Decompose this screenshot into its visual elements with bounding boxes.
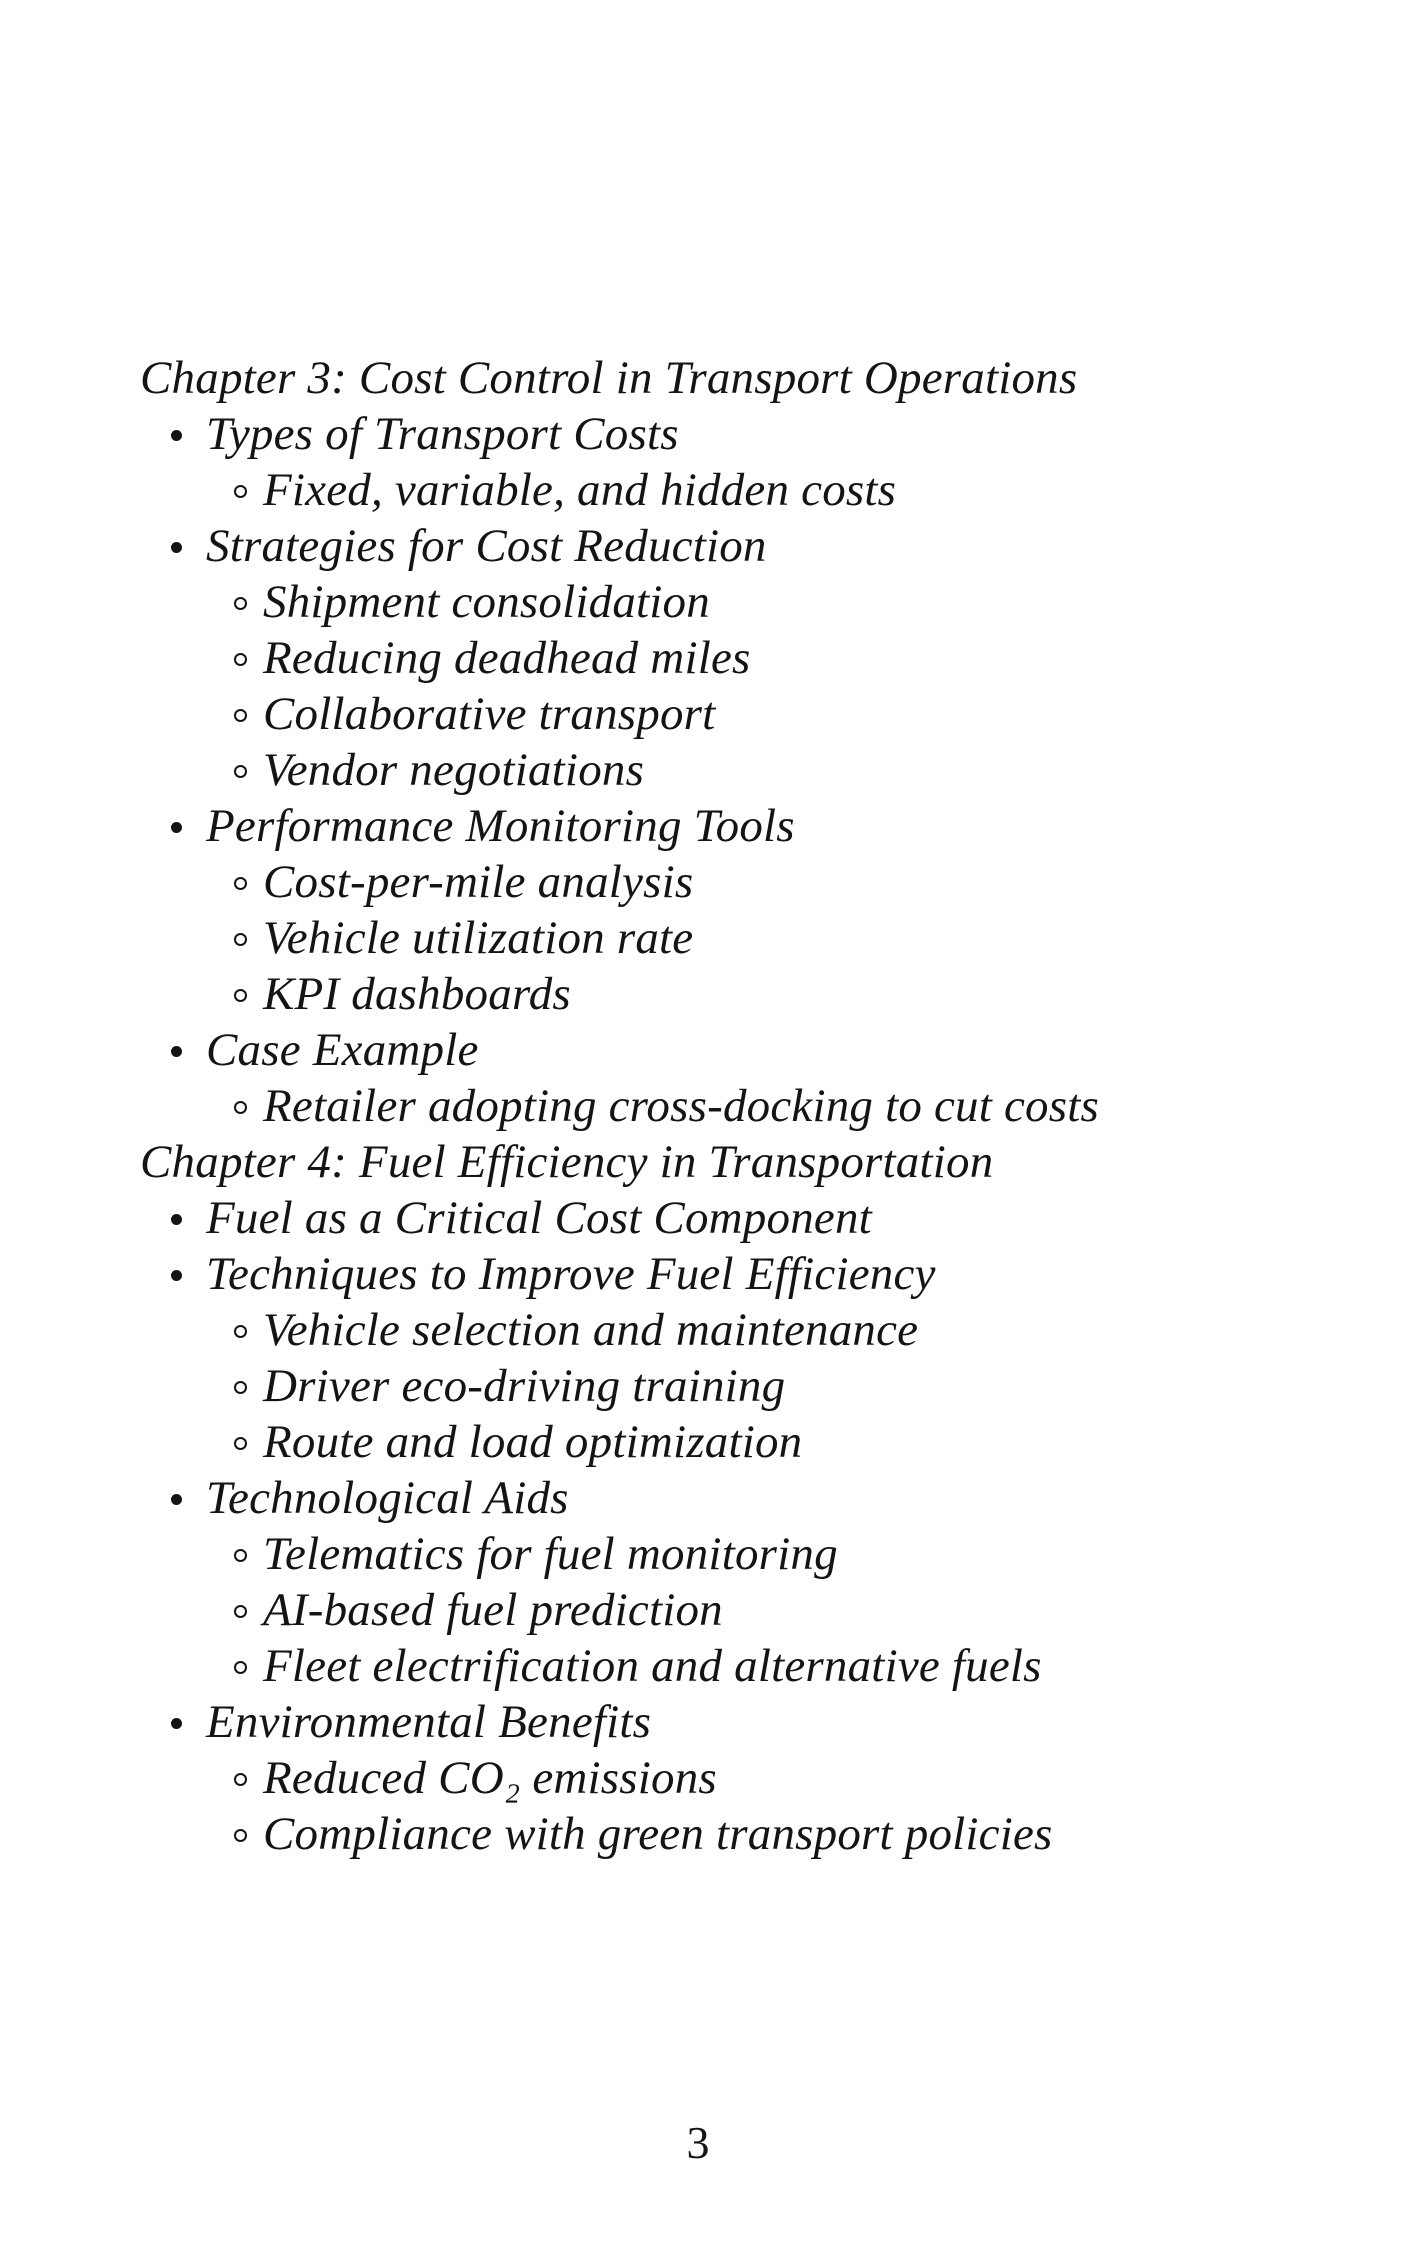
outline-item-label: Technological Aids	[206, 1472, 569, 1524]
chapter-heading	[0, 350, 1410, 406]
outline-item-label: Reduced CO₂ emissions	[263, 1752, 717, 1804]
outline-item-label: Strategies for Cost Reduction	[206, 520, 767, 572]
outline-item-label: Fleet electrification and alternative fuels	[263, 1640, 1042, 1692]
outline-subitem	[0, 1302, 1410, 1358]
outline-item-label: Vehicle selection and maintenance	[263, 1304, 919, 1356]
outline-item-label: Telematics for fuel monitoring	[263, 1528, 838, 1580]
circle-bullet-icon	[234, 1325, 247, 1338]
outline-item	[0, 518, 1410, 574]
outline-subitem	[0, 910, 1410, 966]
outline-item-label: Environmental Benefits	[206, 1696, 652, 1748]
outline-item	[0, 1190, 1410, 1246]
outline-item-label: Case Example	[206, 1024, 479, 1076]
circle-bullet-icon	[234, 1549, 247, 1562]
outline-subitem	[0, 966, 1410, 1022]
outline-subitem	[0, 1806, 1410, 1862]
outline-subitem	[0, 854, 1410, 910]
circle-bullet-icon	[234, 1773, 247, 1786]
outline-item-label: Vendor negotiations	[263, 744, 645, 796]
circle-bullet-icon	[234, 597, 247, 610]
outline-item-label: Fuel as a Critical Cost Component	[206, 1192, 872, 1244]
outline-item-label: Retailer adopting cross-docking to cut costs	[263, 1080, 1099, 1132]
outline-subitem	[0, 630, 1410, 686]
outline-item	[0, 798, 1410, 854]
bullet-icon	[171, 1214, 182, 1225]
outline-item-label: Route and load optimization	[263, 1416, 803, 1468]
circle-bullet-icon	[234, 877, 247, 890]
outline-subitem	[0, 574, 1410, 630]
document-outline	[0, 350, 1410, 1862]
outline-item-label: AI-based fuel prediction	[263, 1584, 723, 1636]
circle-bullet-icon	[234, 1661, 247, 1674]
outline-item-label: Compliance with green transport policies	[263, 1808, 1053, 1860]
circle-bullet-icon	[234, 709, 247, 722]
outline-item-label: KPI dashboards	[263, 968, 571, 1020]
outline-subitem	[0, 1414, 1410, 1470]
outline-item-label: Cost-per-mile analysis	[263, 856, 694, 908]
bullet-icon	[171, 1270, 182, 1281]
outline-item-label: Fixed, variable, and hidden costs	[263, 464, 897, 516]
circle-bullet-icon	[234, 653, 247, 666]
circle-bullet-icon	[234, 765, 247, 778]
outline-subitem	[0, 1582, 1410, 1638]
outline-subitem	[0, 1358, 1410, 1414]
outline-item-label: Reducing deadhead miles	[263, 632, 751, 684]
outline-item	[0, 1470, 1410, 1526]
outline-subitem	[0, 1526, 1410, 1582]
outline-item-label: Types of Transport Costs	[206, 408, 679, 460]
outline-subitem	[0, 1638, 1410, 1694]
outline-item	[0, 1694, 1410, 1750]
outline-subitem	[0, 462, 1410, 518]
outline-item-label: Performance Monitoring Tools	[206, 800, 795, 852]
circle-bullet-icon	[234, 1381, 247, 1394]
outline-item-label: Chapter 3: Cost Control in Transport Operations	[140, 352, 1078, 404]
bullet-icon	[171, 430, 182, 441]
outline-item-label: Collaborative transport	[263, 688, 716, 740]
bullet-icon	[171, 1718, 182, 1729]
outline-item	[0, 1022, 1410, 1078]
bullet-icon	[171, 1046, 182, 1057]
outline-item-label: Shipment consolidation	[263, 576, 710, 628]
chapter-heading	[0, 1134, 1410, 1190]
outline-item-label: Driver eco-driving training	[263, 1360, 786, 1412]
circle-bullet-icon	[234, 485, 247, 498]
outline-item	[0, 406, 1410, 462]
bullet-icon	[171, 822, 182, 833]
bullet-icon	[171, 1494, 182, 1505]
outline-subitem	[0, 686, 1410, 742]
circle-bullet-icon	[234, 989, 247, 1002]
circle-bullet-icon	[234, 1101, 247, 1114]
circle-bullet-icon	[234, 1829, 247, 1842]
circle-bullet-icon	[234, 933, 247, 946]
outline-subitem	[0, 1750, 1410, 1806]
outline-subitem	[0, 742, 1410, 798]
page-number: 3	[686, 2117, 710, 2168]
outline-subitem	[0, 1078, 1410, 1134]
circle-bullet-icon	[234, 1605, 247, 1618]
outline-item-label: Chapter 4: Fuel Efficiency in Transportation	[140, 1136, 994, 1188]
outline-item	[0, 1246, 1410, 1302]
outline-item-label: Vehicle utilization rate	[263, 912, 694, 964]
bullet-icon	[171, 542, 182, 553]
outline-item-label: Techniques to Improve Fuel Efficiency	[206, 1248, 936, 1300]
circle-bullet-icon	[234, 1437, 247, 1450]
